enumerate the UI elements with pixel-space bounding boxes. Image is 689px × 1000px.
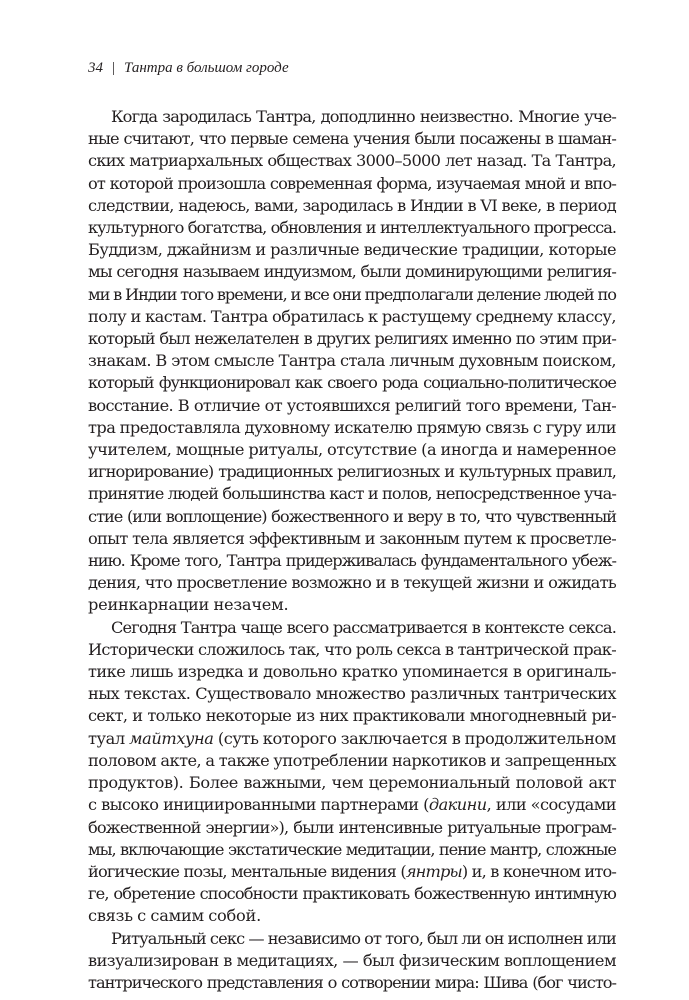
- text-line: Когда зародилась Тантра, доподлинно неизвестно. Многие уче-: [111, 107, 616, 126]
- text-fragment: , или «сосудами: [486, 795, 616, 815]
- text-line: тра предоставляла духовному искателю прямую связь с гуру или: [88, 417, 616, 437]
- page-number: 34: [88, 60, 103, 76]
- text-line: культурного богатства, обновления и интеллектуального прогресса.: [88, 218, 616, 238]
- text-line-with-italic: [88, 794, 616, 816]
- text-line: связь с самим собой.: [88, 906, 261, 926]
- text-line: ные считают, что первые семена учения были посажены в шаман-: [88, 129, 616, 149]
- book-title: Тантра в большом городе: [124, 60, 289, 76]
- text-line: сект, и только некоторые из них практиковали многодневный ри-: [88, 706, 616, 726]
- text-line: ных текстах. Существовало множество различных тантрических: [88, 684, 616, 704]
- text-line: нию. Кроме того, Тантра придерживалась фундаментального убеж-: [88, 551, 616, 571]
- text-line: божественной энергии»), были интенсивные ритуальные програм-: [88, 817, 616, 837]
- text-fragment: йогические позы, ментальные видения (: [88, 861, 406, 881]
- text-line: продуктов). Более важными, чем церемониальный половой акт: [88, 773, 616, 793]
- text-line: опыт тела является эффективным и законным путем к просветле-: [88, 528, 616, 548]
- text-line: Буддизм, джайнизм и различные ведические традиции, которые: [88, 240, 616, 260]
- text-line: дения, что просветление возможно и в текущей жизни и ожидать: [88, 573, 616, 593]
- text-line: знакам. В этом смысле Тантра стала личным духовным поиском,: [88, 351, 616, 371]
- text-line: ми в Индии того времени, и все они предполагали деление людей по: [88, 284, 616, 304]
- text-line: восстание. В отличие от устоявшихся религий того времени, Тан-: [88, 395, 616, 415]
- italic-term-yantra: янтры: [405, 861, 462, 881]
- text-line: половом акте, а также употреблении наркотиков и запрещенных: [88, 750, 616, 770]
- text-line: стие (или воплощение) божественного и веру в то, что чувственный: [88, 506, 616, 526]
- paragraph-2: [88, 617, 616, 928]
- text-fragment: с высоко инициированными партнерами (: [88, 795, 429, 815]
- text-line: следствии, надеюсь, вами, зародилась в Индии в VI веке, в период: [88, 195, 616, 215]
- text-line: мы, включающие экстатические медитации, пение мантр, сложные: [88, 839, 616, 859]
- text-line: Исторически сложилось так, что роль секса в тантрической прак-: [88, 639, 616, 659]
- italic-term-dakini: дакини: [428, 795, 487, 815]
- text-line: Сегодня Тантра чаще всего рассматривается в контексте секса.: [111, 617, 616, 637]
- text-line: который был нежелателен в других религиях именно по этим при-: [88, 329, 616, 349]
- paragraph-1: [88, 106, 616, 617]
- text-line: который функционировал как своего рода социально-политическое: [88, 373, 616, 393]
- text-line: ге, обретение способности практиковать божественную интимную: [88, 884, 616, 904]
- text-line-with-italic: [88, 728, 616, 750]
- text-line: принятие людей большинства каст и полов, непосредственное уча-: [88, 484, 616, 504]
- text-line: полу и кастам. Тантра обратилась к растущему среднему классу,: [88, 306, 616, 326]
- running-head: [88, 59, 289, 77]
- text-line: Ритуальный секс — независимо от того, был ли он исполнен или: [111, 928, 616, 948]
- italic-term-maithuna: майтхуна: [129, 728, 214, 748]
- text-line: от которой произошла современная форма, изучаемая мной и впо-: [88, 173, 616, 193]
- text-fragment: (суть которого заключается в продолжительном: [213, 728, 616, 748]
- paragraph-3: [88, 928, 616, 995]
- text-line: тике лишь изредка и довольно кратко упоминается в оригиналь-: [88, 662, 616, 682]
- header-separator: |: [112, 60, 116, 76]
- text-line-with-italic: [88, 861, 616, 883]
- text-line: тантрического представления о сотворении мира: Шива (бог чисто-: [88, 972, 616, 992]
- body-text: [88, 106, 616, 994]
- text-line: мы сегодня называем индуизмом, были доминирующими религия-: [88, 262, 616, 282]
- text-line: ских матриархальных обществах 3000–5000 лет назад. Та Тантра,: [88, 151, 616, 171]
- text-line: реинкарнации незачем.: [88, 595, 289, 615]
- text-fragment: туал: [88, 728, 130, 748]
- text-line: игнорирование) традиционных религиозных и культурных правил,: [88, 462, 616, 482]
- text-line: визуализирован в медитациях, — был физическим воплощением: [88, 950, 616, 970]
- text-fragment: ) и, в конечном ито-: [461, 861, 616, 881]
- text-line: учителем, мощные ритуалы, отсутствие (а иногда и намеренное: [88, 440, 616, 460]
